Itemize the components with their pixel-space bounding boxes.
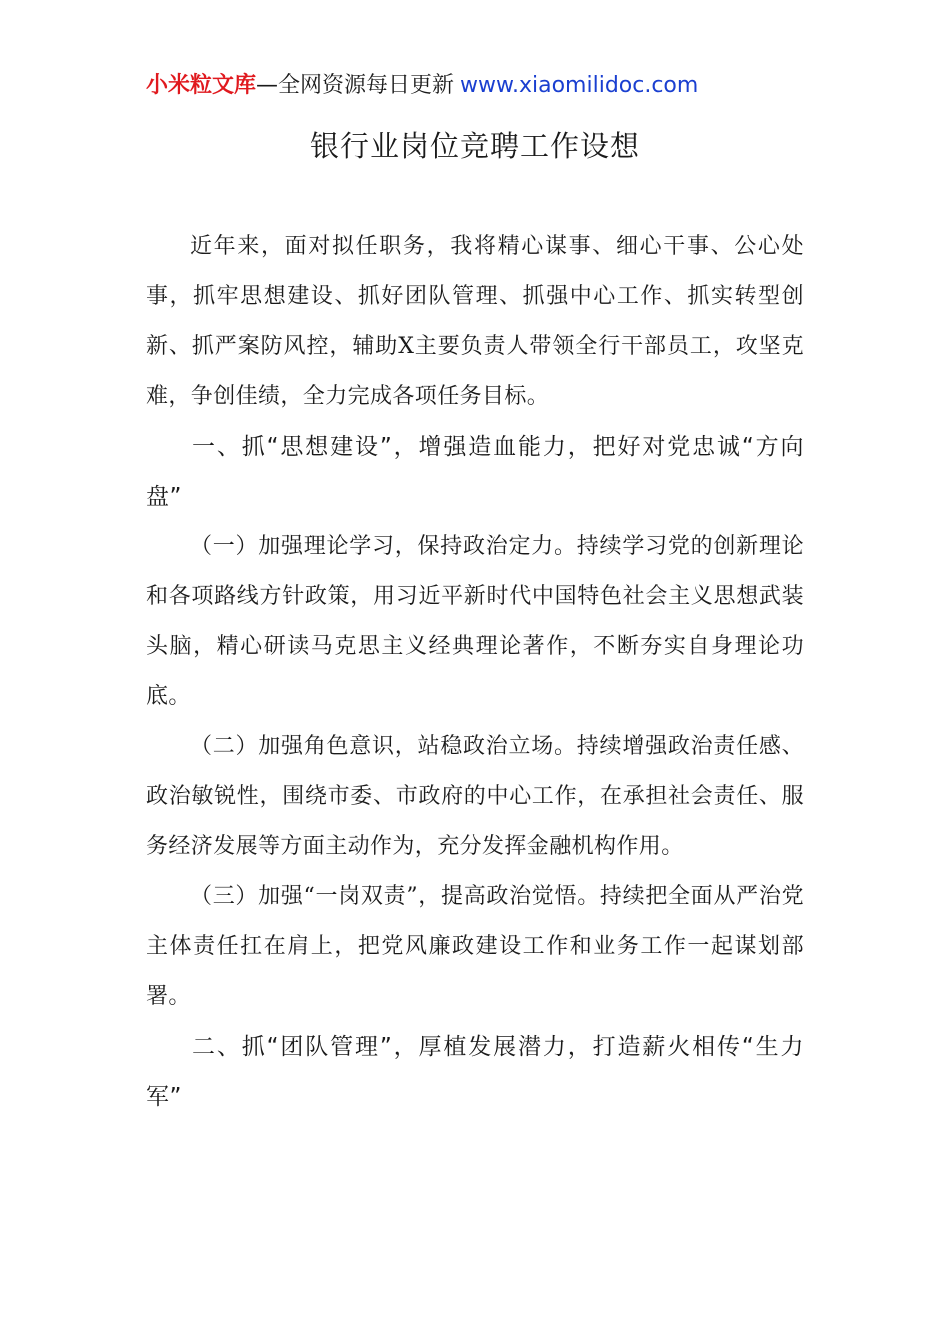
intro-paragraph: 近年来，面对拟任职务，我将精心谋事、细心干事、公心处事，抓牢思想建设、抓好团队管理、抓强中心工作、抓实转型创新、抓严案防风控，辅助X主要负责人带领全行干部员工，攻坚克难，争创佳绩，全力完成各项任务目标。: [146, 234, 804, 409]
body-paragraph-3: （三）加强“一岗双责”，提高政治觉悟。持续把全面从严治党主体责任扛在肩上，把党风廉政建设工作和业务工作一起谋划部署。: [146, 884, 804, 1009]
banner-url[interactable]: www.xiaomilidoc.com: [460, 73, 699, 98]
document-body: [146, 222, 804, 1122]
banner-tagline: —全网资源每日更新: [256, 73, 455, 98]
document-title: 银行业岗位竞聘工作设想: [309, 129, 640, 163]
section-heading-1: 一、抓“思想建设”，增强造血能力，把好对党忠诚“方向盘”: [146, 434, 804, 510]
body-paragraph-1: （一）加强理论学习，保持政治定力。持续学习党的创新理论和各项路线方针政策，用习近平新时代中国特色社会主义思想武装头脑，精心研读马克思主义经典理论著作，不断夯实自身理论功底。: [146, 534, 804, 709]
brand-name: 小米粒文库: [146, 73, 257, 98]
section-heading-2: 二、抓“团队管理”，厚植发展潜力，打造薪火相传“生力军”: [146, 1034, 804, 1110]
watermark-banner: [146, 68, 846, 104]
body-paragraph-2: （二）加强角色意识，站稳政治立场。持续增强政治责任感、政治敏锐性，围绕市委、市政府的中心工作，在承担社会责任、服务经济发展等方面主动作为，充分发挥金融机构作用。: [146, 734, 804, 859]
